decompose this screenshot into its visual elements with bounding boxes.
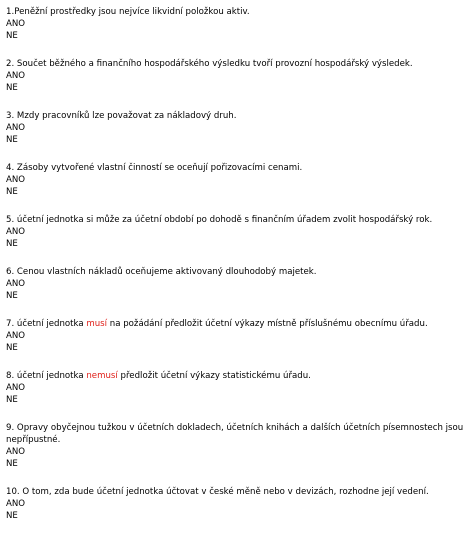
- answer-ano[interactable]: ANO: [6, 331, 26, 341]
- answer-ano[interactable]: ANO: [6, 227, 26, 237]
- answer-ano[interactable]: ANO: [6, 499, 26, 509]
- question-6: [6, 266, 468, 302]
- question-number: 7.: [6, 319, 15, 329]
- question-statement: Zásoby vytvořené vlastní činností se oceňují pořizovacími cenami.: [14, 163, 303, 173]
- answer-ne[interactable]: NE: [6, 459, 18, 469]
- question-statement: Mzdy pracovníků lze považovat za nákladový druh.: [14, 111, 237, 121]
- question-10: [6, 486, 468, 522]
- answer-ne[interactable]: NE: [6, 83, 18, 93]
- question-text: [6, 266, 468, 278]
- question-statement-end: předložit účetní výkazy statistickému úřadu.: [117, 371, 311, 381]
- question-text: [6, 162, 468, 174]
- question-statement-start: účetní jednotka: [14, 371, 87, 381]
- question-text: [6, 370, 468, 382]
- question-text: [6, 58, 468, 70]
- question-text: [6, 214, 468, 226]
- answer-ne[interactable]: NE: [6, 343, 18, 353]
- question-number: 6.: [6, 267, 15, 277]
- answer-ano[interactable]: ANO: [6, 279, 26, 289]
- question-2: [6, 58, 468, 94]
- question-statement: Opravy obyčejnou tužkou v účetních dokladech, účetních knihách a dalších účetních písemnostech jsou nepřípustné.: [6, 423, 464, 445]
- question-number: 9.: [6, 423, 15, 433]
- answer-ne[interactable]: NE: [6, 135, 18, 145]
- answer-ne[interactable]: NE: [6, 511, 18, 521]
- question-statement: Cenou vlastních nákladů oceňujeme aktivovaný dlouhodobý majetek.: [14, 267, 317, 277]
- question-number: 10.: [6, 487, 20, 497]
- question-number: 8.: [6, 371, 15, 381]
- question-4: [6, 162, 468, 198]
- question-number: 5.: [6, 215, 15, 225]
- question-7: [6, 318, 468, 354]
- question-statement: Součet běžného a finančního hospodářského výsledku tvoří provozní hospodářský výsledek.: [14, 59, 413, 69]
- question-number: 3.: [6, 111, 15, 121]
- question-statement-end: na požádání předložit účetní výkazy místně příslušnému obecnímu úřadu.: [107, 319, 428, 329]
- question-text: [6, 318, 468, 330]
- question-statement: O tom, zda bude účetní jednotka účtovat v české měně nebo v devizách, rozhodne její vedení.: [19, 487, 429, 497]
- answer-ano[interactable]: ANO: [6, 123, 26, 133]
- question-9: [6, 422, 468, 470]
- question-1: [6, 6, 468, 42]
- answer-ano[interactable]: ANO: [6, 383, 26, 393]
- question-number: 1.: [6, 7, 15, 17]
- answer-ne[interactable]: NE: [6, 291, 18, 301]
- question-text: [6, 486, 468, 498]
- question-number: 4.: [6, 163, 15, 173]
- answer-ano[interactable]: ANO: [6, 19, 26, 29]
- question-text: [6, 422, 468, 446]
- answer-ano[interactable]: ANO: [6, 71, 26, 81]
- answer-ne[interactable]: NE: [6, 239, 18, 249]
- answer-ne[interactable]: NE: [6, 395, 18, 405]
- quiz-document: [6, 6, 468, 538]
- question-statement: Peněžní prostředky jsou nejvíce likvidní položkou aktiv.: [14, 7, 250, 17]
- question-text: [6, 6, 468, 18]
- answer-ne[interactable]: NE: [6, 187, 18, 197]
- question-number: 2.: [6, 59, 15, 69]
- highlighted-word: nemusí: [86, 371, 118, 381]
- question-5: [6, 214, 468, 250]
- question-8: [6, 370, 468, 406]
- answer-ano[interactable]: ANO: [6, 175, 26, 185]
- question-3: [6, 110, 468, 146]
- highlighted-word: musí: [86, 319, 108, 329]
- question-statement: účetní jednotka si může za účetní období po dohodě s finančním úřadem zvolit hospodářský rok.: [14, 215, 433, 225]
- answer-ne[interactable]: NE: [6, 31, 18, 41]
- answer-ano[interactable]: ANO: [6, 447, 26, 457]
- question-text: [6, 110, 468, 122]
- question-statement-start: účetní jednotka: [14, 319, 87, 329]
